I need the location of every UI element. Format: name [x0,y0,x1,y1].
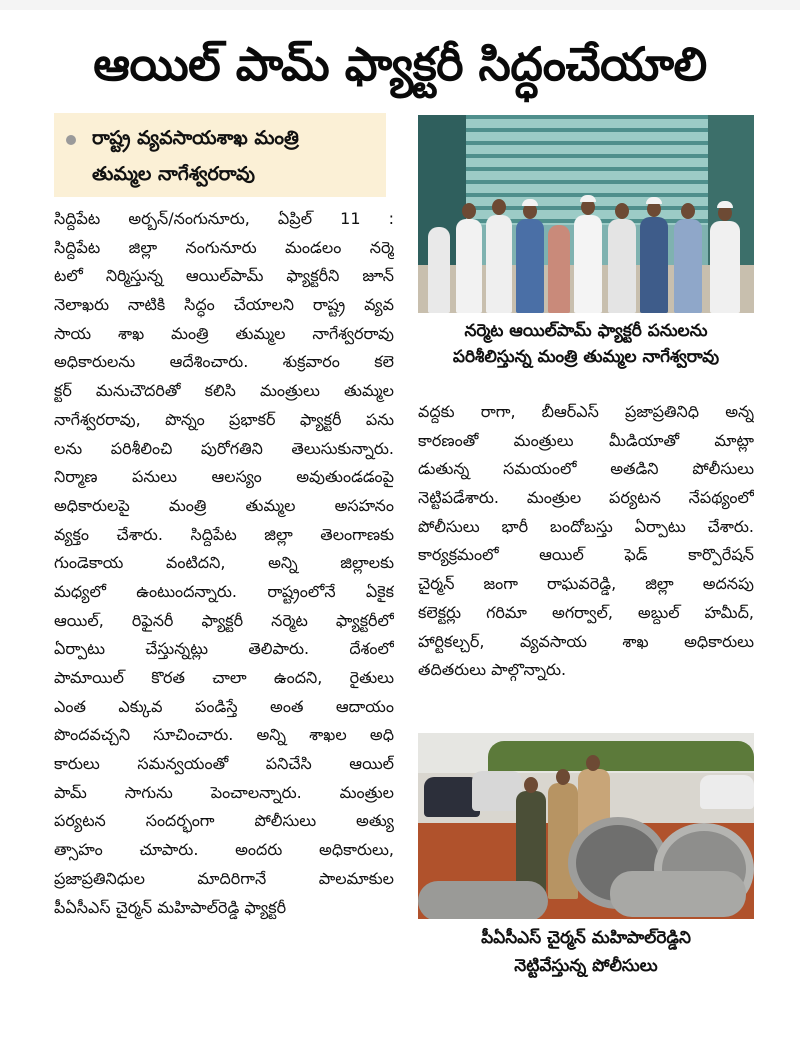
person-figure [456,219,482,313]
photo-caption-line-2: పరిశీలిస్తున్న మంత్రి తుమ్మల నాగేశ్వరావు [452,347,720,367]
article-line: కారణంతో మంత్రులు మీడియాతో మాట్లా [418,430,754,450]
article-body-right-column [418,398,754,685]
article-line: క్టర్ మనుచౌదరితో కలిసి మంత్రులు తుమ్మల [54,381,394,401]
subhead-line-2: తుమ్మల నాగేశ్వరరావు [92,163,255,185]
photo-factory-inspection [418,115,754,313]
person-figure [516,219,544,313]
article-line: గుండెకాయ వంటిదని, అన్ని జిల్లాలకు [54,553,394,573]
white-cap [717,201,733,208]
article-line: కలెక్టర్లు గరిమా అగర్వాల్, అబ్దుల్ హమీద్, [418,602,754,622]
article-line: పొందవచ్చని సూచించారు. అన్ని శాఖల అధి [54,725,394,745]
subhead-box [54,113,386,197]
article-line: పామ్ సాగును పెంచాలన్నారు. మంత్రుల [54,782,394,802]
photo-caption-inspection [418,318,754,370]
person-head [556,769,570,785]
person-figure [574,215,602,313]
article-line: సిద్దిపేట అర్బన్/నంగునూరు, ఏప్రిల్ 11 : [54,209,394,228]
parked-car [700,775,754,809]
article-line: నాగేశ్వరరావు, పొన్నం ప్రభాకర్ ఫ్యాక్టరీ పను [54,409,394,429]
article-line: టలో నిర్మిస్తున్న ఆయిల్‌పామ్ ఫ్యాక్టరీని జూన్ [54,266,394,286]
article-line: నిర్మాణ పనులు ఆలస్యం అవుతుండడంపై [54,467,394,487]
large-pipe [610,871,746,917]
article-line: పర్యటన సందర్భంగా పోలీసులు అత్యు [54,811,394,831]
person-figure [428,227,450,313]
article-line: త్సాహం చూపారు. అందరు అధికారులు, [54,840,394,860]
article-line: తదితరులు పాల్గొన్నారు. [418,660,567,680]
large-pipe [418,881,548,919]
article-line: ప్రజాప్రతినిధుల మాదిరిగానే పాలమాకుల [54,868,394,888]
person-head [524,777,538,793]
article-line: ఎంత ఎక్కువ పండిస్తే అంత ఆదాయం [54,696,394,716]
person-head [462,203,476,219]
article-line: లను పరిశీలించి పురోగతిని తెలుసుకున్నారు. [54,438,394,458]
white-cap [522,199,538,206]
article-line: కార్యక్రమంలో ఆయిల్ ఫెడ్ కార్పొరేషన్ [418,545,754,565]
article-line: వ్యక్తం చేశారు. సిద్దిపేట జిల్లా తెలంగాణకు [54,524,394,544]
article-line: సాయ శాఖ మంత్రి తుమ్మల నాగేశ్వరరావు [54,323,394,343]
white-cap [646,197,662,204]
photo-caption-line-2: నెట్టివేస్తున్న పోలీసులు [514,956,658,976]
person-figure [674,219,702,313]
article-line: డుతున్న సమయంలో అతడిని పోలీసులు [418,459,754,479]
person-head [492,199,506,215]
article-line: వద్దకు రాగా, బీఆర్ఎస్ ప్రజాప్రతినిధి అన్న [418,402,754,421]
white-cap [580,195,596,202]
person-head [681,203,695,219]
photo-caption-line-1: నర్మెట ఆయిల్‌పామ్ ఫ్యాక్టరీ పనులను [464,321,708,341]
article-body-left-column [54,205,394,922]
trees [488,741,754,771]
photo-police-incident [418,733,754,919]
top-border [0,0,800,10]
subhead-line-1: రాష్ట్ర వ్యవసాయశాఖ మంత్రి [92,127,299,149]
person-figure [608,219,636,313]
person-head [615,203,629,219]
article-line: అధికారులపై మంత్రి తుమ్మల అసహనం [54,495,394,515]
article-line: హార్టికల్చర్, వ్యవసాయ శాఖ అధికారులు [418,631,754,651]
article-line: నెలాఖరు నాటికి సిద్ధం చేయాలని రాష్ట్ర వ్యవ [54,295,394,315]
person-figure [710,221,740,313]
article-line: ఆయిల్, రిఫైనరీ ఫ్యాక్టరీ నర్మెట ఫ్యాక్టరీలో [54,610,394,630]
person-head [586,755,600,771]
photo-caption-line-1: పీఏసీఎస్ చైర్మన్ మహిపాల్‌రెడ్డిని [481,928,691,948]
parked-car [472,771,522,811]
person-figure [640,217,668,313]
article-line: పీఏసీఎస్ చైర్మన్ మహిపాల్‌రెడ్డి ఫ్యాక్టరీ [54,897,287,917]
article-line: అధికారులను ఆదేశించారు. శుక్రవారం కలె [54,352,394,372]
photo-caption-police [418,924,754,980]
article-line: మధ్యలో ఉంటుందన్నారు. రాష్ట్రంలోనే ఏకైక [54,581,394,601]
article-line: పామాయిల్ కొరత చాలా ఉందని, రైతులు [54,668,394,687]
article-line: ఏర్పాటు చేస్తున్నట్లు తెలిపారు. దేశంలో [54,639,394,659]
article-line: సిద్దిపేట జిల్లా నంగునూరు మండలం నర్మె [54,237,394,257]
bullet-icon [66,135,76,145]
article-line: చైర్మన్ జంగా రాఘవరెడ్డి, జిల్లా అదనపు [418,574,754,594]
article-line: నెట్టిపడేశారు. మంత్రుల పర్యటన నేపథ్యంలో [418,488,754,508]
person-figure [486,215,512,313]
person-figure [548,225,570,313]
article-line: కారులు సమన్వయంతో పనిచేసి ఆయిల్ [54,754,394,774]
headline: ఆయిల్ పామ్ ఫ్యాక్టరీ సిద్ధంచేయాలి [93,37,707,91]
article-line: పోలీసులు భారీ బందోబస్తు ఏర్పాటు చేశారు. [418,516,754,536]
